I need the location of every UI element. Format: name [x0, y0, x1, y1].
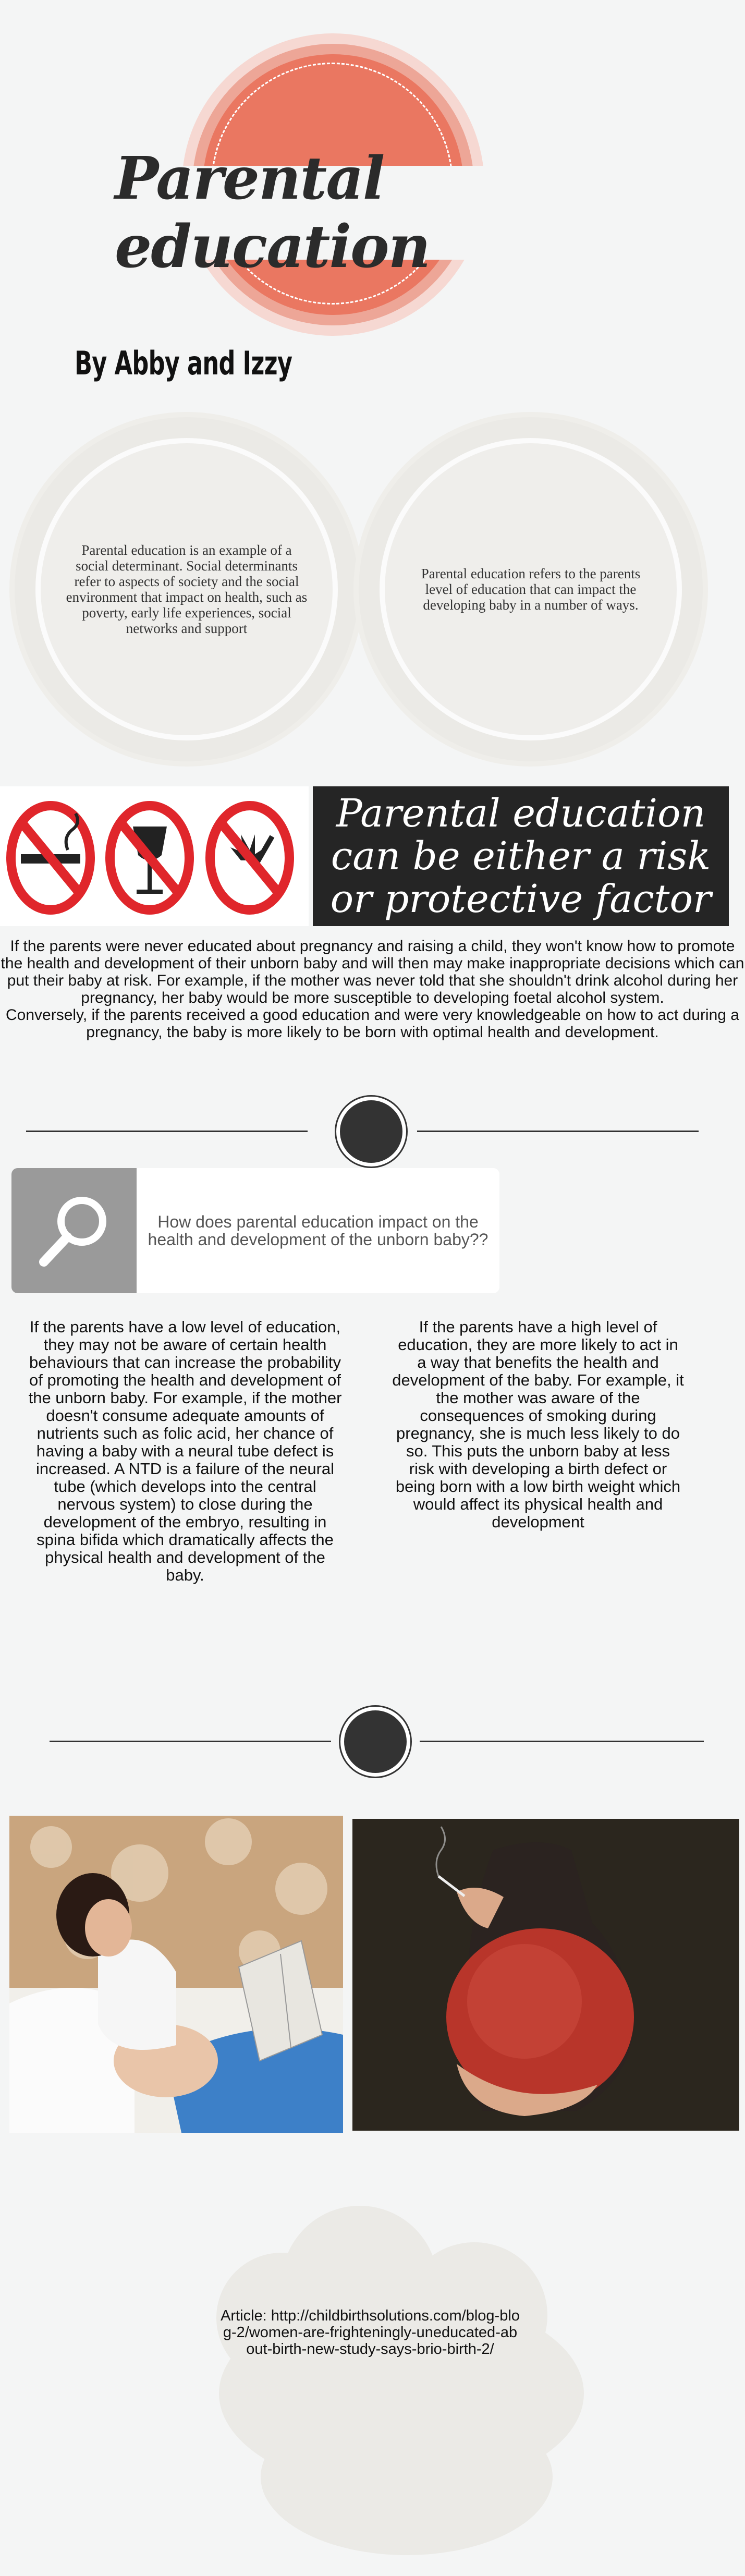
risk-banner	[313, 786, 729, 926]
low-education-text: If the parents have a low level of education, they may not be aware of certain health behaviours that can increase the probability of promoting the health and development of the unborn baby. For example, if the mother doesn't consume adequate amounts of nutrients such as folic acid, her chance of having a baby with a neural tube defect is increased. A NTD is a failure of the neural tube (which develops into the central nervous system) to close during the development of the embryo, resulting in spina bifida which dramatically affects the physical health and development of the baby.	[28, 1318, 342, 1584]
right-circle-text: Parental education refers to the parents level of education that can impact the developing baby in a number of ways.	[421, 566, 641, 613]
high-education-text: If the parents have a high level of education, they are more likely to act in a way that benefits the health and development of the baby. For example, it the mother was aware of the consequences of smoking during pregnancy, she is much less likely to do so. This puts the unborn baby at less risk with developing a birth defect or being born with a low birth weight which would affect its physical health and development	[392, 1318, 684, 1531]
divider-line-left-2	[50, 1741, 331, 1742]
pregnant-woman-smoking-photo	[352, 1819, 739, 2131]
left-circle-text: Parental education is an example of a social determinant. Social determinants refer to aspects of society and the social environment that impact on health, such as poverty, early life experiences, social networks and support	[66, 542, 308, 636]
page-title: Parental education	[115, 144, 430, 281]
article-link-text[interactable]: Article: http://childbirthsolutions.com/blog-blog-2/women-are-frighteningly-uneducated-about-birth-new-study-says-brio-birth-2/	[221, 2307, 520, 2358]
byline: By Abby and Izzy	[75, 344, 292, 382]
right-circle	[359, 417, 703, 761]
magnifier-icon	[32, 1189, 116, 1272]
risk-paragraph-1: If the parents were never educated about pregnancy and raising a child, they won't know how to promote the health and development of their unborn baby and will then may make inappropriate decisions which can put their baby at risk. For example, if the mother was never told that she shouldn't drink alcohol during her pregnancy, her baby would be more susceptible to developing foetal alcohol system.	[1, 938, 744, 1006]
cloud-shape-bottom	[261, 2399, 553, 2555]
risk-banner-text: Parental education can be either a risk or protective factor	[330, 791, 712, 921]
divider-node-2	[339, 1705, 412, 1778]
risk-paragraph-2: Conversely, if the parents received a good education and were very knowledgeable on how to act during a pregnancy, the baby is more likely to be born with optimal health and development.	[6, 1006, 739, 1041]
divider-node	[335, 1095, 408, 1168]
no-alcohol-icon	[104, 798, 196, 918]
no-smoking-icon	[5, 798, 96, 918]
risk-paragraph	[0, 938, 745, 1041]
left-circle	[15, 417, 359, 761]
no-drugs-icon	[204, 798, 296, 918]
pregnant-woman-reading-photo	[9, 1816, 343, 2133]
divider-line-right	[417, 1131, 699, 1132]
divider-line-left	[26, 1131, 308, 1132]
question-text: How does parental education impact on the health and development of the unborn baby??	[148, 1212, 488, 1249]
divider-line-right-2	[420, 1741, 704, 1742]
